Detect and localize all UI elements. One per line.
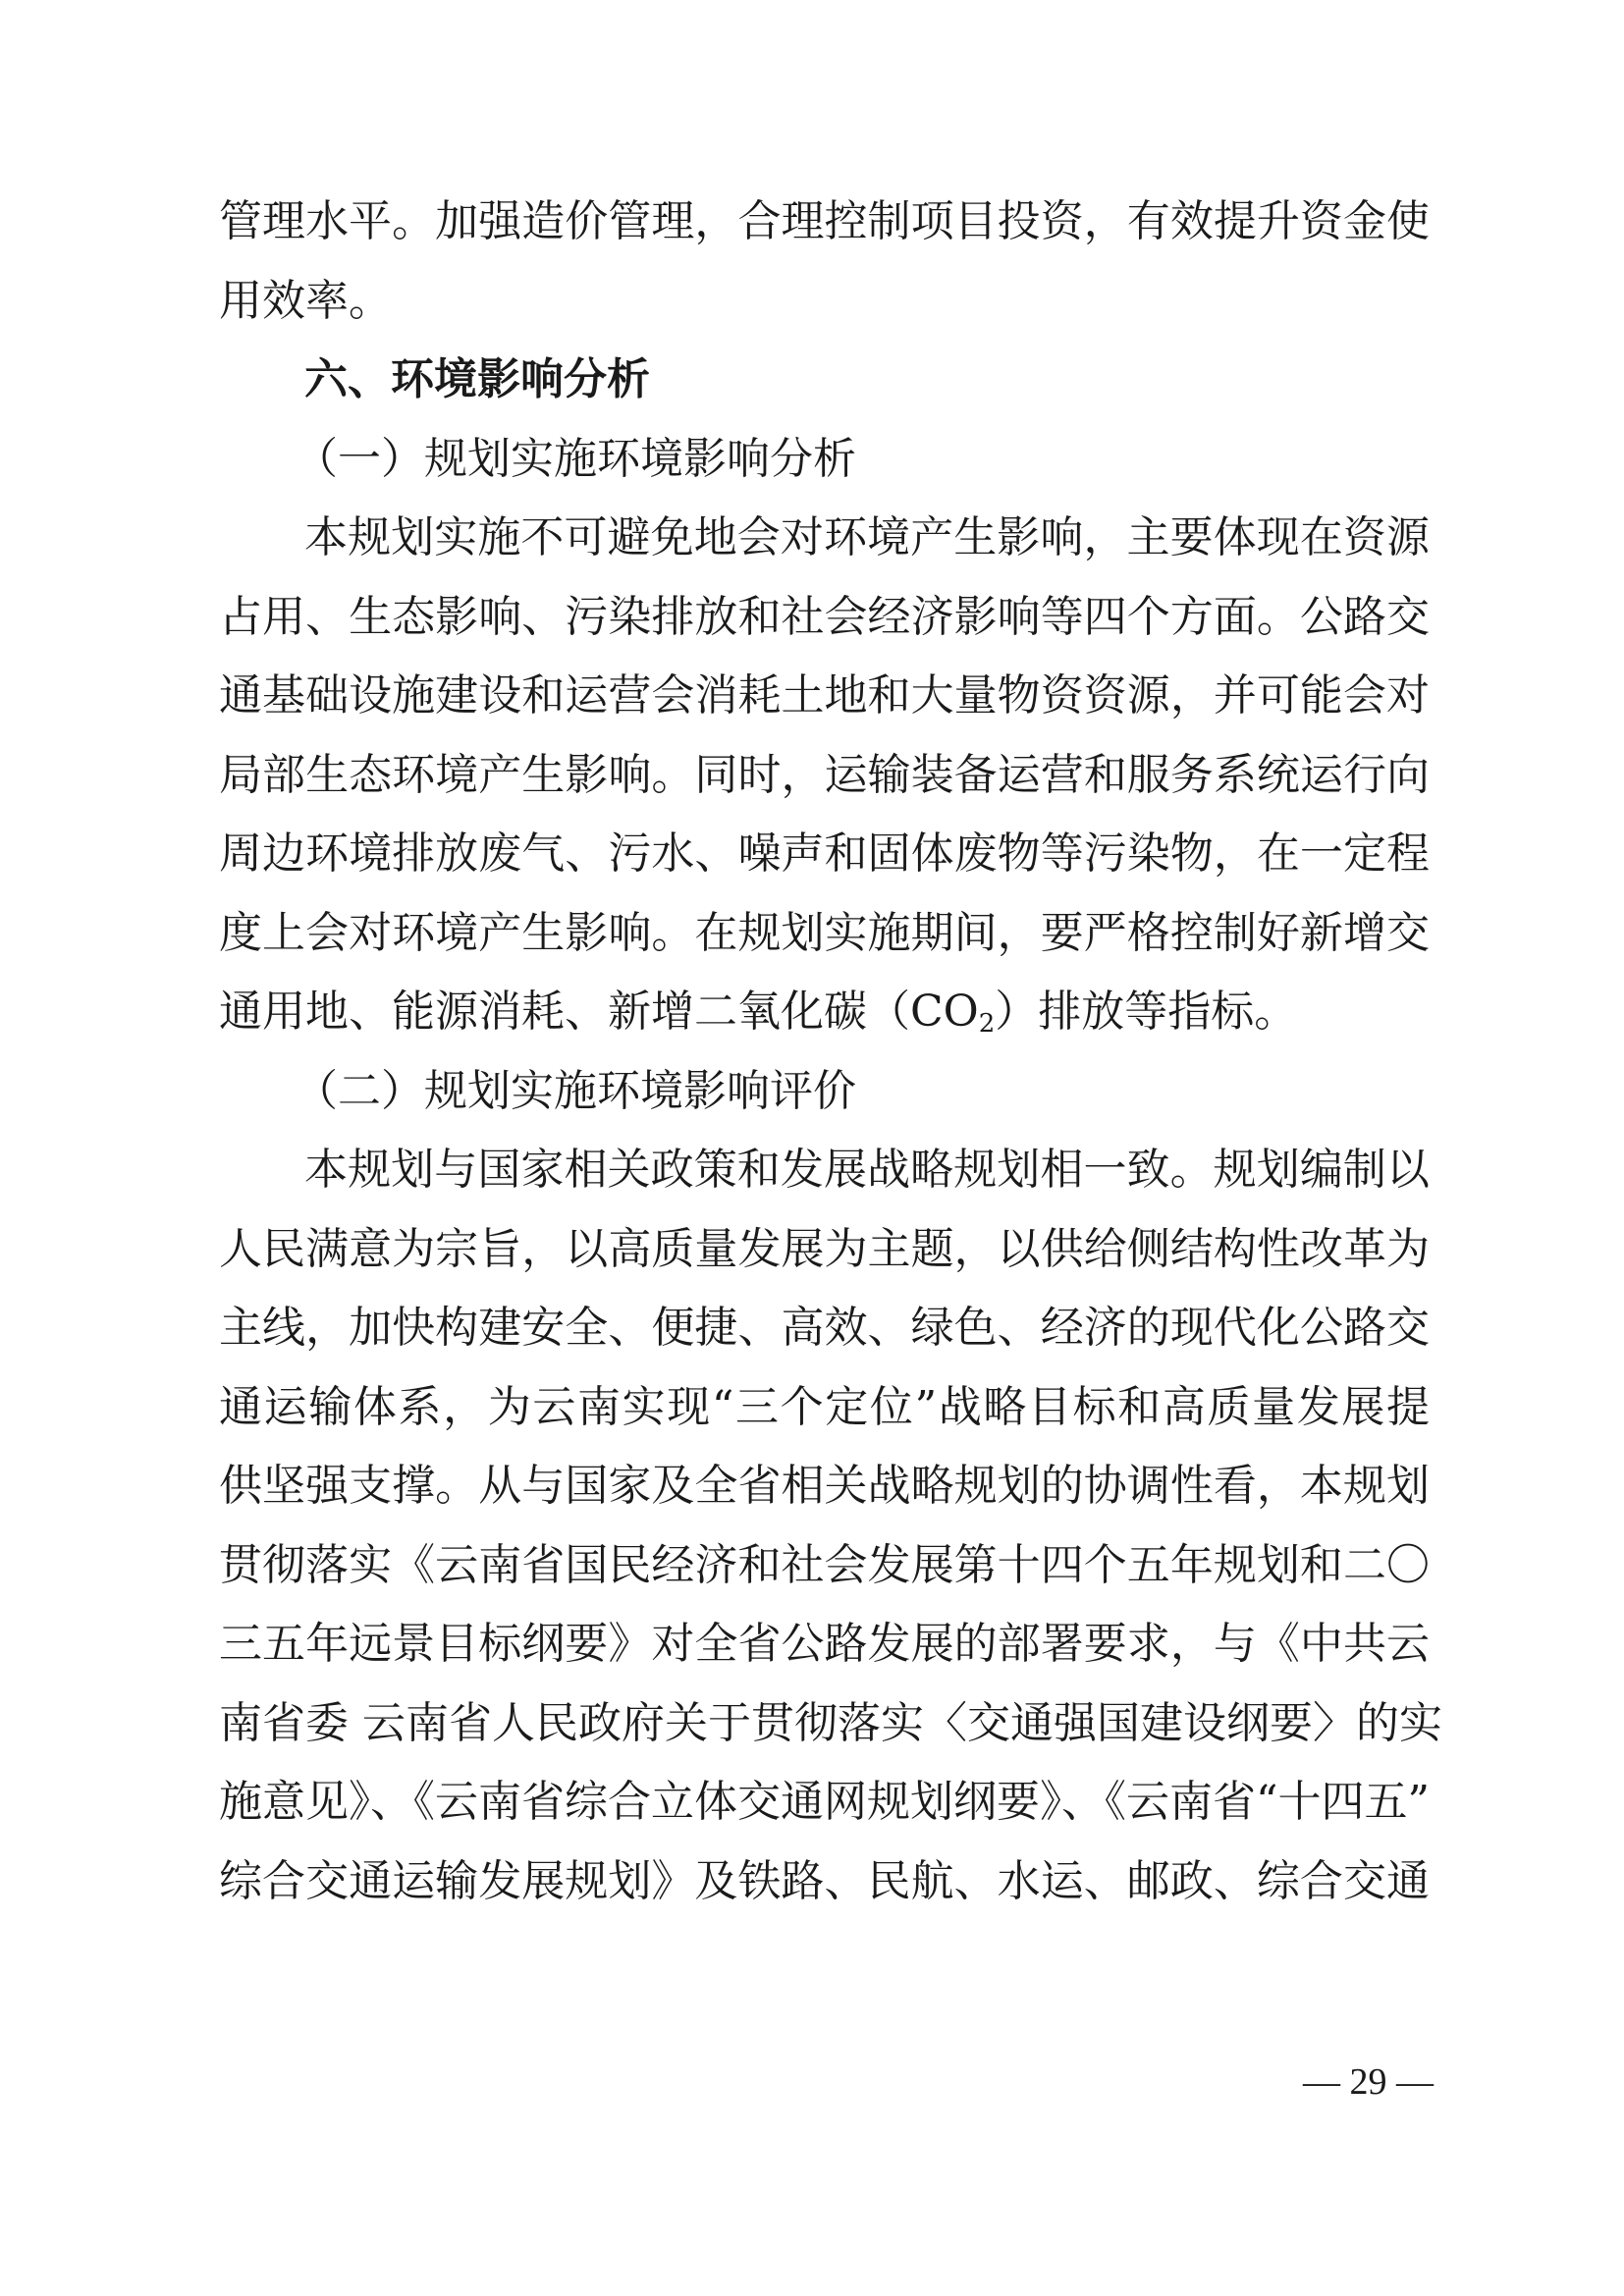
paragraph-line: 通运输体系，为云南实现“三个定位”战略目标和高质量发展提 xyxy=(219,1381,1430,1432)
paragraph-line: 三五年远景目标纲要》对全省公路发展的部署要求，与《中共云 xyxy=(219,1619,1430,1669)
paragraph-line-with-formula xyxy=(219,983,1430,1041)
paragraph-line: 本规划实施不可避免地会对环境产生影响，主要体现在资源 xyxy=(304,512,1430,562)
paragraph-line: 占用、生态影响、污染排放和社会经济影响等四个方面。公路交 xyxy=(219,591,1430,642)
page-number: — 29 — xyxy=(1303,2061,1434,2103)
subscript: 2 xyxy=(978,1009,996,1039)
paragraph-line: 局部生态环境产生影响。同时，运输装备运营和服务系统运行向 xyxy=(219,749,1430,800)
section-heading: 六、环境影响分析 xyxy=(304,354,650,404)
text-segment: ）排放等指标。 xyxy=(995,987,1298,1037)
paragraph-line: 主线，加快构建安全、便捷、高效、绿色、经济的现代化公路交 xyxy=(219,1303,1430,1353)
subsection-heading: （二）规划实施环境影响评价 xyxy=(295,1065,856,1116)
paragraph-line: 通基础设施建设和运营会消耗土地和大量物资资源，并可能会对 xyxy=(219,670,1430,721)
paragraph-line: 综合交通运输发展规划》及铁路、民航、水运、邮政、综合交通 xyxy=(219,1855,1430,1906)
paragraph-line: 度上会对环境产生影响。在规划实施期间，要严格控制好新增交 xyxy=(219,907,1430,958)
paragraph-line: 用效率。 xyxy=(219,275,392,326)
paragraph-line: 管理水平。加强造价管理，合理控制项目投资，有效提升资金使 xyxy=(219,196,1430,246)
paragraph-line: 周边环境排放废气、污水、噪声和固体废物等污染物，在一定程 xyxy=(219,828,1430,879)
paragraph-line: 人民满意为宗旨，以高质量发展为主题，以供给侧结构性改革为 xyxy=(219,1223,1430,1274)
text-segment: 通用地、能源消耗、新增二氧化碳（CO xyxy=(219,987,979,1037)
paragraph-line: 贯彻落实《云南省国民经济和社会发展第十四个五年规划和二〇 xyxy=(219,1539,1430,1590)
subsection-heading: （一）规划实施环境影响分析 xyxy=(295,433,856,484)
paragraph-line: 供坚强支撑。从与国家及全省相关战略规划的协调性看，本规划 xyxy=(219,1461,1430,1511)
paragraph-line: 南省委 云南省人民政府关于贯彻落实〈交通强国建设纲要〉的实 xyxy=(219,1697,1442,1748)
paragraph-line: 施意见》、《云南省综合立体交通网规划纲要》、《云南省“十四五” xyxy=(219,1777,1430,1827)
paragraph-line: 本规划与国家相关政策和发展战略规划相一致。规划编制以 xyxy=(304,1145,1430,1195)
